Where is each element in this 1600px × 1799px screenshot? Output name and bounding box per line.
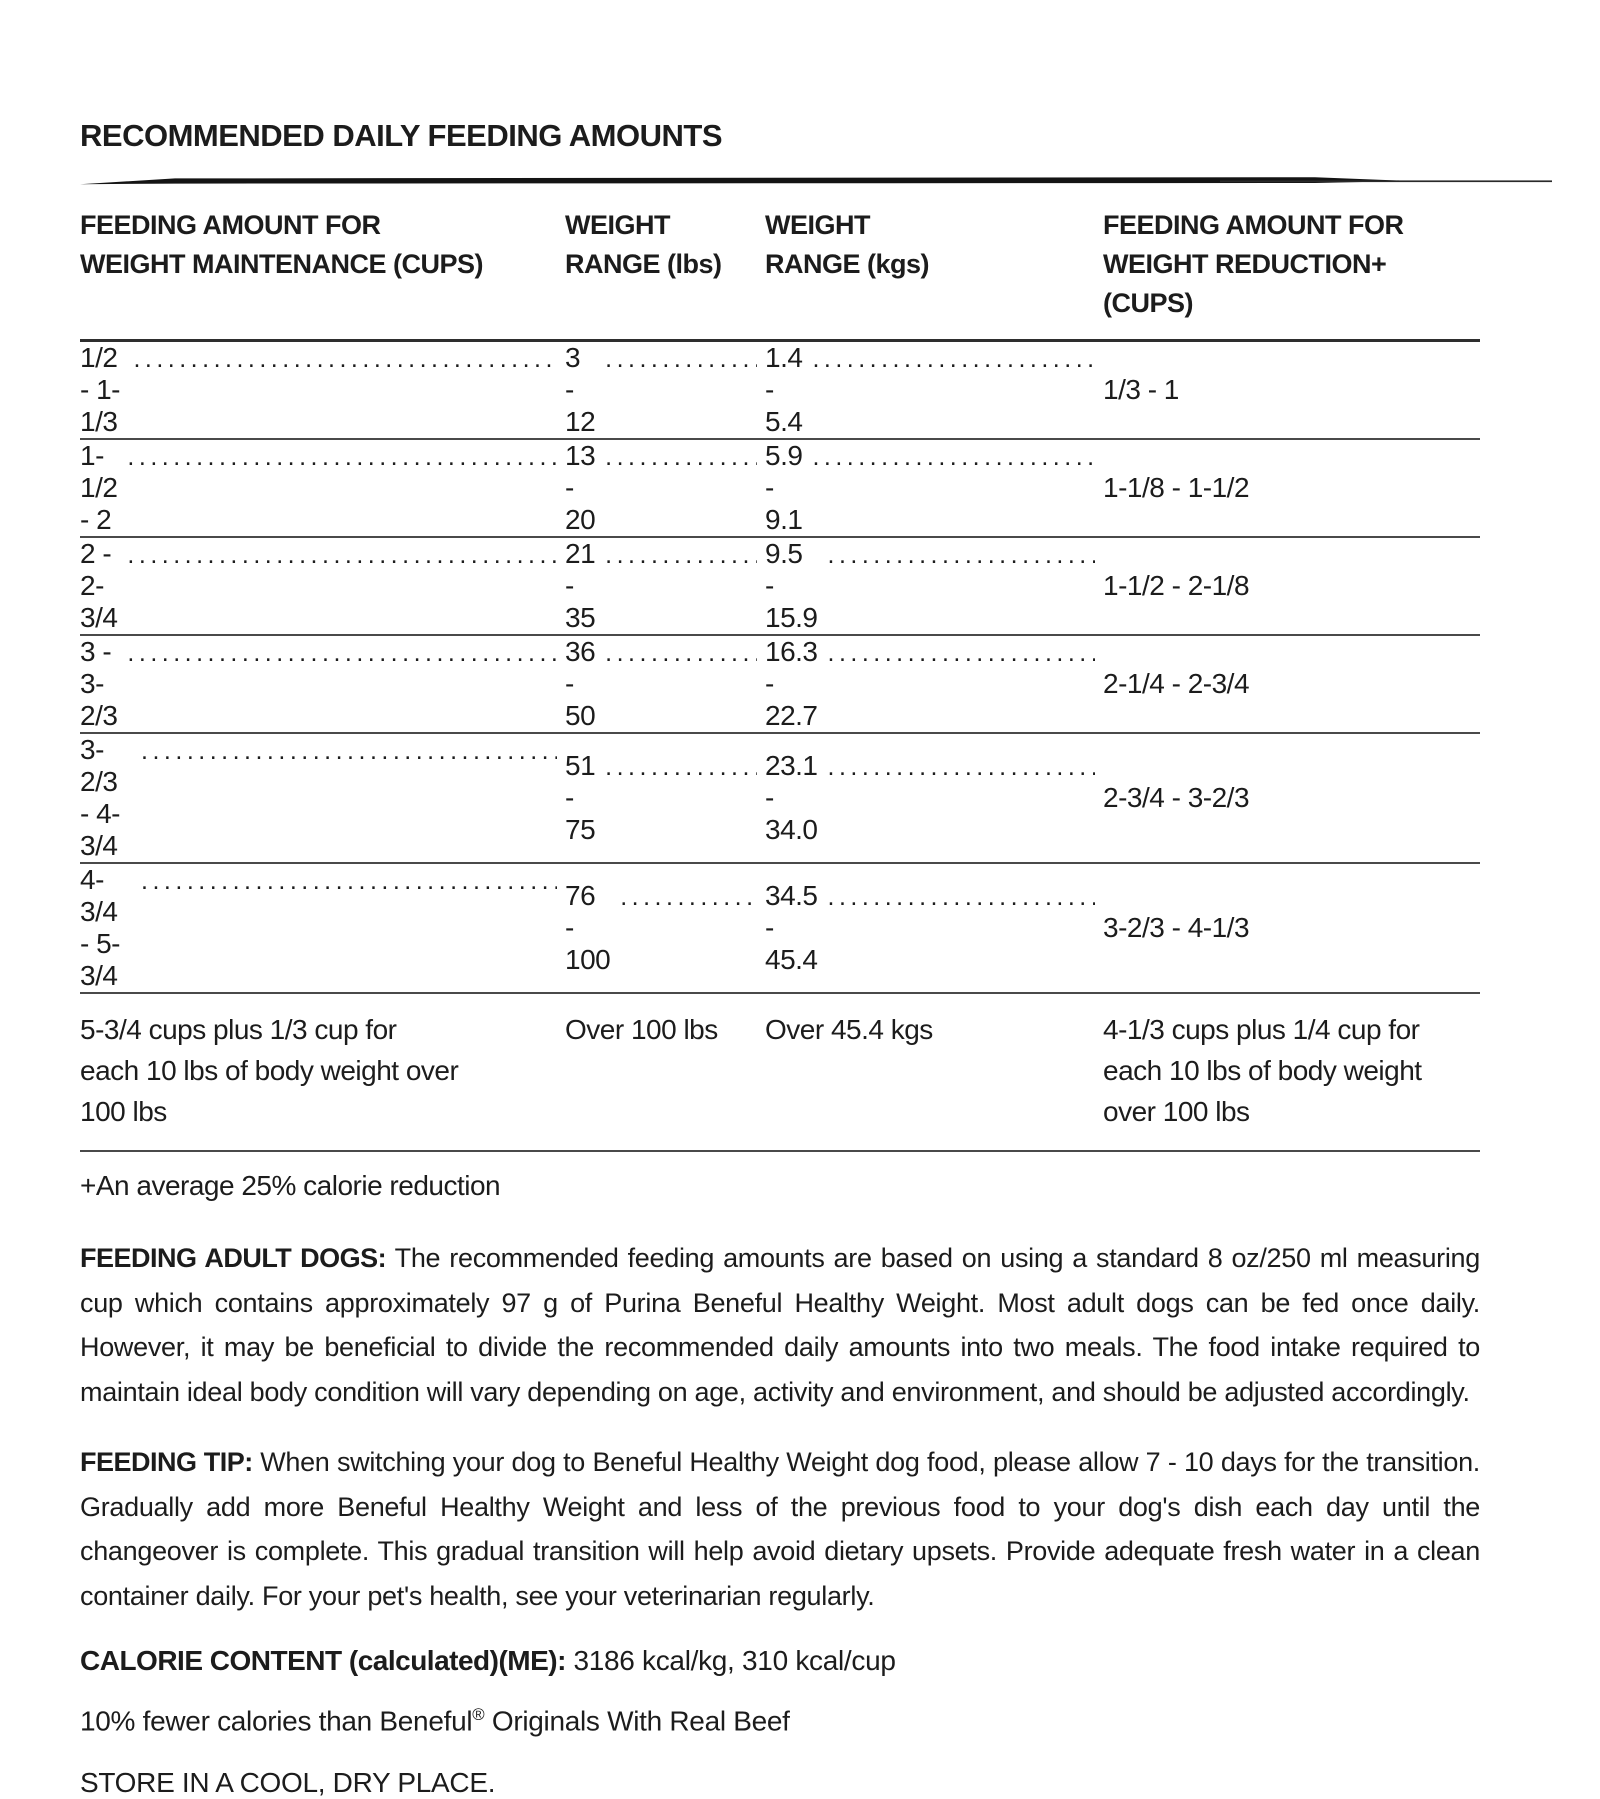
calorie-content-value: 3186 kcal/kg, 310 kcal/cup [565,1644,896,1676]
calorie-content-label: CALORIE CONTENT (calculated)(ME): [80,1644,566,1676]
header-line: WEIGHT MAINTENANCE (CUPS) [80,249,483,280]
table-row [80,636,1480,734]
cell-weight-kgs [765,1010,1103,1051]
maintenance-value: 4-3/4 - 5-3/4 [80,864,120,992]
cell-maintenance [80,538,565,634]
weight-lbs-value: 76 - 100 [565,880,611,976]
dot-leader [141,737,557,766]
header-line: RANGE (lbs) [565,249,722,280]
dot-leader [828,541,1096,570]
weight-lbs-value: 51 - 75 [565,750,596,846]
weight-kgs-value: 9.5 - 15.9 [765,538,818,634]
cell-weight-kgs [765,538,1103,634]
reduction-value: 1-1/8 - 1-1/2 [1103,472,1250,504]
header-line: RANGE (kgs) [765,249,930,280]
reduction-value: 3-2/3 - 4-1/3 [1103,912,1250,944]
cell-weight-kgs [765,880,1103,976]
weight-kgs-value: 23.1 - 34.0 [765,750,818,846]
maintenance-value: 1/2 - 1-1/3 [80,342,120,438]
cell-weight-lbs [565,636,765,732]
weight-kgs-value: Over 45.4 kgs [765,1014,933,1046]
cell-reduction [1103,570,1480,602]
feeding-tip-label: FEEDING TIP: [80,1447,253,1478]
cell-maintenance [80,342,565,438]
reduction-value: 1-1/2 - 2-1/8 [1103,570,1250,602]
cell-weight-lbs [565,1010,765,1051]
cell-weight-lbs [565,342,765,438]
weight-kgs-value: 34.5 - 45.4 [765,880,818,976]
column-header-maintenance [80,206,565,323]
cell-weight-lbs [565,750,765,846]
cell-weight-kgs [765,750,1103,846]
reduction-value: 1/3 - 1 [1103,374,1179,406]
header-line: WEIGHT REDUCTION+ (CUPS) [1103,249,1387,319]
cell-weight-lbs [565,440,765,536]
reduction-value: 2-3/4 - 3-2/3 [1103,782,1250,814]
weight-lbs-value: 3 - 12 [565,342,596,438]
dot-leader [828,639,1096,668]
weight-kgs-value: 5.9 - 9.1 [765,440,803,536]
registered-trademark-symbol: ® [472,1704,485,1724]
feeding-table [80,192,1480,1152]
feeding-adult-dogs-text: The recommended feeding amounts are based on using a standard 8 oz/250 ml measuring cup which contains approximately 97 g of Purina Beneful Healthy Weight. Most adult dogs can be fed once daily. However, it may be beneficial to divide the recommended daily amounts into two meals. The food intake required to maintain ideal body condition will vary depending on age, activity and environment, and should be adjusted accordingly. [80,1243,1480,1407]
cell-reduction [1103,1010,1480,1132]
reduction-value: 4-1/3 cups plus 1/4 cup for each 10 lbs of body weight over 100 lbs [1103,1014,1422,1127]
feeding-adult-dogs-paragraph [80,1236,1480,1414]
fewer-calories-suffix: Originals With Real Beef [484,1704,790,1736]
cell-weight-kgs [765,342,1103,438]
header-line: WEIGHT [565,210,670,240]
dot-leader [828,883,1096,912]
dot-leader [605,639,757,668]
table-row [80,538,1480,636]
weight-lbs-value: Over 100 lbs [565,1014,718,1046]
weight-lbs-value: 13 - 20 [565,440,596,536]
table-row [80,994,1480,1152]
dot-leader [812,443,1095,472]
maintenance-value: 2 - 2-3/4 [80,538,118,634]
cell-reduction [1103,912,1480,944]
storage-instruction: STORE IN A COOL, DRY PLACE. [80,1766,496,1798]
fewer-calories-prefix: 10% fewer calories than Beneful [80,1704,473,1736]
weight-kgs-value: 16.3 - 22.7 [765,636,818,732]
maintenance-value: 5-3/4 cups plus 1/3 cup for each 10 lbs of body weight over 100 lbs [80,1014,459,1127]
dot-leader [127,541,557,570]
cell-reduction [1103,668,1480,700]
column-header-weight-lbs [565,206,765,323]
dot-leader [620,883,757,912]
cell-maintenance [80,864,565,992]
cell-maintenance [80,1010,565,1132]
cell-weight-kgs [765,636,1103,732]
brush-stroke-divider [80,176,1552,188]
dot-leader [828,753,1096,782]
calorie-reduction-footnote: +An average 25% calorie reduction [80,1170,501,1202]
fewer-calories-line [80,1705,1550,1737]
cell-maintenance [80,440,565,536]
page-title: RECOMMENDED DAILY FEEDING AMOUNTS [80,118,723,153]
header-line: FEEDING AMOUNT FOR [1103,210,1404,240]
table-header-row [80,192,1480,342]
dot-leader [812,345,1095,374]
maintenance-value: 1-1/2 - 2 [80,440,118,536]
dot-leader [127,443,557,472]
table-row [80,734,1480,864]
cell-maintenance [80,734,565,862]
dot-leader [141,867,557,896]
cell-weight-lbs [565,880,765,976]
cell-reduction [1103,782,1480,814]
cell-reduction [1103,374,1480,406]
cell-weight-lbs [565,538,765,634]
maintenance-value: 3 - 3-2/3 [80,636,118,732]
column-header-reduction [1103,206,1480,323]
weight-lbs-value: 21 - 35 [565,538,596,634]
weight-lbs-value: 36 - 50 [565,636,596,732]
table-row [80,342,1480,440]
cell-weight-kgs [765,440,1103,536]
reduction-value: 2-1/4 - 2-3/4 [1103,668,1250,700]
weight-kgs-value: 1.4 - 5.4 [765,342,803,438]
table-body [80,342,1480,1152]
dot-leader [605,541,757,570]
cell-maintenance [80,636,565,732]
dot-leader [605,345,757,374]
column-header-weight-kgs [765,206,1103,323]
header-line: WEIGHT [765,210,870,240]
dot-leader [605,443,757,472]
feeding-adult-dogs-label: FEEDING ADULT DOGS: [80,1243,387,1274]
table-row [80,440,1480,538]
feeding-tip-text: When switching your dog to Beneful Healthy Weight dog food, please allow 7 - 10 days for the transition. Gradually add more Beneful Healthy Weight and less of the previous food to your dog's dish each day until the changeover is complete. This gradual transition will help avoid dietary upsets. Provide adequate fresh water in a clean container daily. For your pet's health, see your veterinarian regularly. [80,1447,1480,1612]
header-line: FEEDING AMOUNT FOR [80,210,381,240]
feeding-tip-paragraph [80,1440,1480,1618]
calorie-content-line [80,1645,1550,1677]
dot-leader [127,639,557,668]
maintenance-value: 3-2/3 - 4-3/4 [80,734,120,862]
table-row [80,864,1480,994]
cell-reduction [1103,472,1480,504]
dot-leader [605,753,757,782]
dot-leader [133,345,557,374]
